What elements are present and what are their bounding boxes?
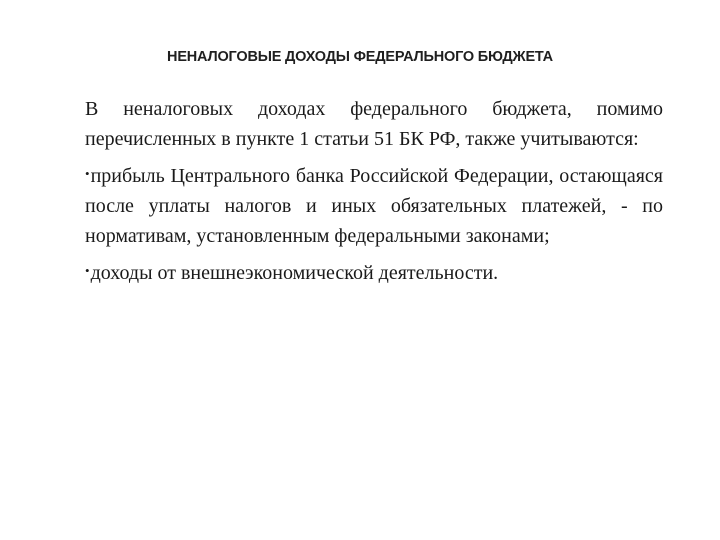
- intro-paragraph: В неналоговых доходах федерального бюджета, помимо перечисленных в пункте 1 статьи 51 БК РФ, также учитываются:: [85, 98, 663, 150]
- slide-body: [85, 94, 663, 293]
- bullet-item-foreign-trade: [85, 256, 663, 288]
- slide-title: НЕНАЛОГОВЫЕ ДОХОДЫ ФЕДЕРАЛЬНОГО БЮДЖЕТА: [167, 49, 553, 65]
- bullet-text: доходы от внешнеэкономической деятельности.: [90, 262, 499, 284]
- bullet-text: прибыль Центрального банка Российской Федерации, остающаяся после уплаты налогов и иных обязательных платежей, - по нормативам, установленным федеральными законами;: [85, 165, 663, 247]
- bullet-icon: •: [85, 263, 90, 278]
- bullet-item-cbr-profit: [85, 159, 663, 251]
- bullet-icon: •: [85, 166, 90, 181]
